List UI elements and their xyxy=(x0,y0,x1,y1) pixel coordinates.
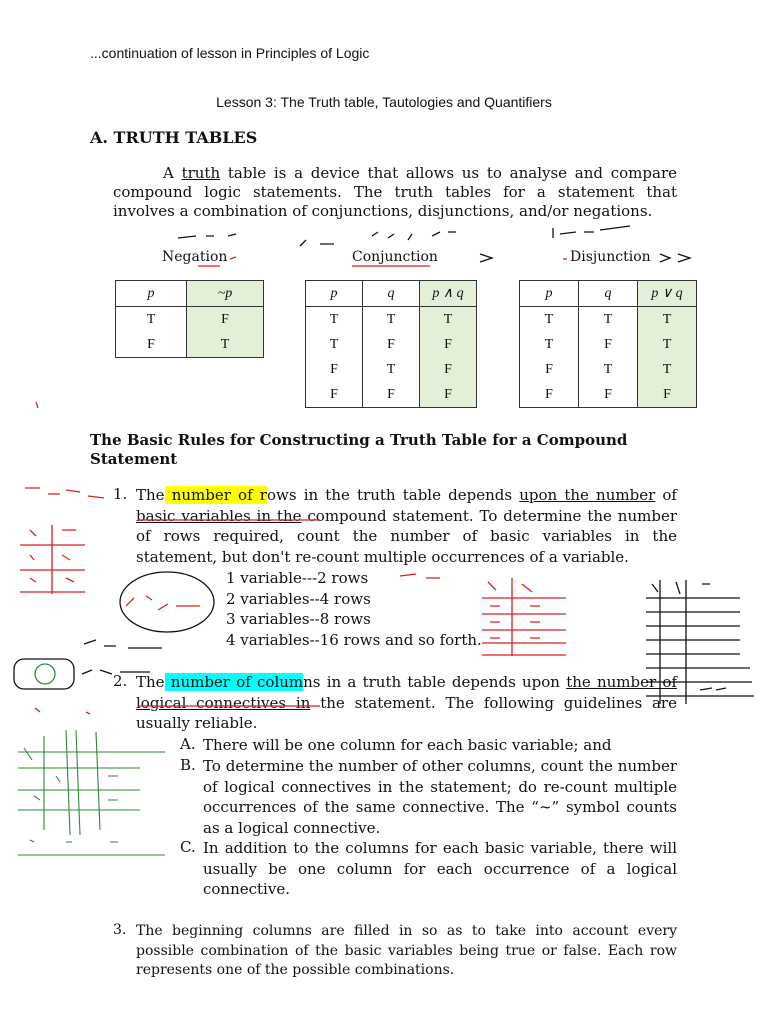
rule-1-underline-1: upon the number xyxy=(519,486,656,504)
table-cell: F xyxy=(187,307,264,333)
annotation-mini-table xyxy=(44,730,100,835)
annotation-arrow xyxy=(660,254,690,262)
rule-2-part2: ns in a truth table depends upon xyxy=(303,673,567,691)
section-heading: A. TRUTH TABLES xyxy=(90,128,258,147)
disjunction-title: Disjunction xyxy=(570,249,651,265)
subitem-a-text: There will be one column for each basic variable; and xyxy=(203,736,612,754)
table-cell: F xyxy=(306,382,363,408)
rule-1-number: 1. xyxy=(113,485,128,503)
annotation-scribble xyxy=(126,596,200,610)
annotation-circle xyxy=(120,572,214,632)
header-cell: p xyxy=(520,281,579,307)
table-cell: F xyxy=(638,382,697,408)
header-cell: q xyxy=(579,281,638,307)
lesson-title: Lesson 3: The Truth table, Tautologies and Quantifiers xyxy=(216,94,552,110)
rule-2-highlight: number of colum xyxy=(164,673,304,691)
header-cell: ~p xyxy=(187,281,264,307)
table-cell: T xyxy=(638,357,697,382)
table-cell: F xyxy=(579,332,638,357)
annotation-scribble xyxy=(82,670,150,674)
annotation-arrow xyxy=(480,254,492,262)
annotation-mark xyxy=(230,257,236,259)
annotation-mark xyxy=(35,708,90,714)
table-cell: T xyxy=(420,307,477,333)
annotation-circle xyxy=(35,664,55,684)
table-cell: T xyxy=(116,307,187,333)
header-cell: p xyxy=(116,281,187,307)
subitem-a-letter: A. xyxy=(180,735,196,753)
rule-1-part4: compound statement. To determine the number of rows required, count the number of basic variables in the statement, but don't re-count multiple occurrences of a variable. xyxy=(136,506,677,566)
annotation-mini-table xyxy=(646,580,754,704)
table-cell: T xyxy=(363,357,420,382)
annotation-scribble xyxy=(24,748,118,842)
subitem-b-letter: B. xyxy=(180,756,196,774)
table-cell: T xyxy=(363,307,420,333)
annotation-scribble xyxy=(400,574,440,578)
table-cell: T xyxy=(306,307,363,333)
table-cell: F xyxy=(420,332,477,357)
table-cell: T xyxy=(520,307,579,333)
rule-2-underline-1: the number of xyxy=(566,673,677,691)
annotation-mini-table xyxy=(18,752,165,855)
table-cell: T xyxy=(520,332,579,357)
rule-1-part3: of xyxy=(655,486,677,504)
subitem-c-text: In addition to the columns for each basic variable, there will usually be one column for each occurrence of a logical connective. xyxy=(203,839,677,898)
rule-2-part4: the statement. The following guidelines are usually reliable. xyxy=(136,693,677,732)
list-item: 4 variables--16 rows and so forth. xyxy=(226,630,482,649)
list-item: 1 variable---2 rows xyxy=(226,569,369,587)
list-item: 3 variables--8 rows xyxy=(226,610,371,628)
table-cell: F xyxy=(363,382,420,408)
rule-1-lead: The xyxy=(136,486,165,504)
table-cell: T xyxy=(579,357,638,382)
table-cell: F xyxy=(306,357,363,382)
annotation-scribble xyxy=(84,640,162,648)
table-cell: T xyxy=(306,332,363,357)
table-cell: T xyxy=(638,332,697,357)
table-cell: F xyxy=(520,382,579,408)
annotation-scribble xyxy=(25,488,104,498)
table-cell: T xyxy=(638,307,697,333)
header-cell: p ∧ q xyxy=(420,281,477,307)
header-cell: p xyxy=(306,281,363,307)
rule-1-part2: ows in the truth table depends xyxy=(266,486,520,504)
table-cell: F xyxy=(420,357,477,382)
table-cell: T xyxy=(579,307,638,333)
annotation-mini-table xyxy=(482,578,566,656)
subitem-b-text: To determine the number of other columns, count the number of logical connectives in the statement; do re-count multiple occurrences of the same connective. The “~” symbol counts as a logical connective. xyxy=(203,757,677,837)
rule-2-number: 2. xyxy=(113,672,128,690)
header-cell: q xyxy=(363,281,420,307)
annotation-scribble xyxy=(553,226,630,238)
rule-1-underline-2: basic variables in the xyxy=(136,506,302,525)
intro-rest: table is a device that allows us to analyse and compare compound logic statements. The truth tables for a statement that involves a combination of conjunctions, disjunctions, and/or negations. xyxy=(113,164,677,220)
subitem-c-letter: C. xyxy=(180,838,196,856)
annotation-scribble xyxy=(300,232,456,246)
rule-2-lead: The xyxy=(136,673,165,691)
intro-prefix: A xyxy=(163,164,182,182)
conjunction-title: Conjunction xyxy=(352,249,438,265)
table-cell: F xyxy=(116,332,187,358)
rule-3-text: The beginning columns are filled in so as to take into account every possible combination of the basic variables being true or false. Each row represents one of the possible combinations. xyxy=(136,923,677,978)
rule-3-number: 3. xyxy=(113,922,127,938)
annotation-scribble xyxy=(30,530,76,582)
table-cell: F xyxy=(363,332,420,357)
table-cell: F xyxy=(520,357,579,382)
annotation-mini-table xyxy=(20,525,85,594)
rules-heading: The Basic Rules for Constructing a Truth Table for a Compound Statement xyxy=(90,431,628,468)
table-cell: F xyxy=(420,382,477,408)
header-line: ...continuation of lesson in Principles of Logic xyxy=(90,45,370,61)
table-cell: T xyxy=(187,332,264,358)
rule-1-highlight: number of r xyxy=(164,486,267,504)
annotation-mark xyxy=(36,402,38,408)
table-cell: F xyxy=(579,382,638,408)
header-cell: p ∨ q xyxy=(638,281,697,307)
negation-title: Negation xyxy=(162,249,228,265)
intro-underlined-word: truth xyxy=(181,164,221,182)
annotation-scribble xyxy=(178,234,236,238)
rule-2-underline-2: logical connectives in xyxy=(136,693,311,712)
list-item: 2 variables--4 rows xyxy=(226,589,371,608)
